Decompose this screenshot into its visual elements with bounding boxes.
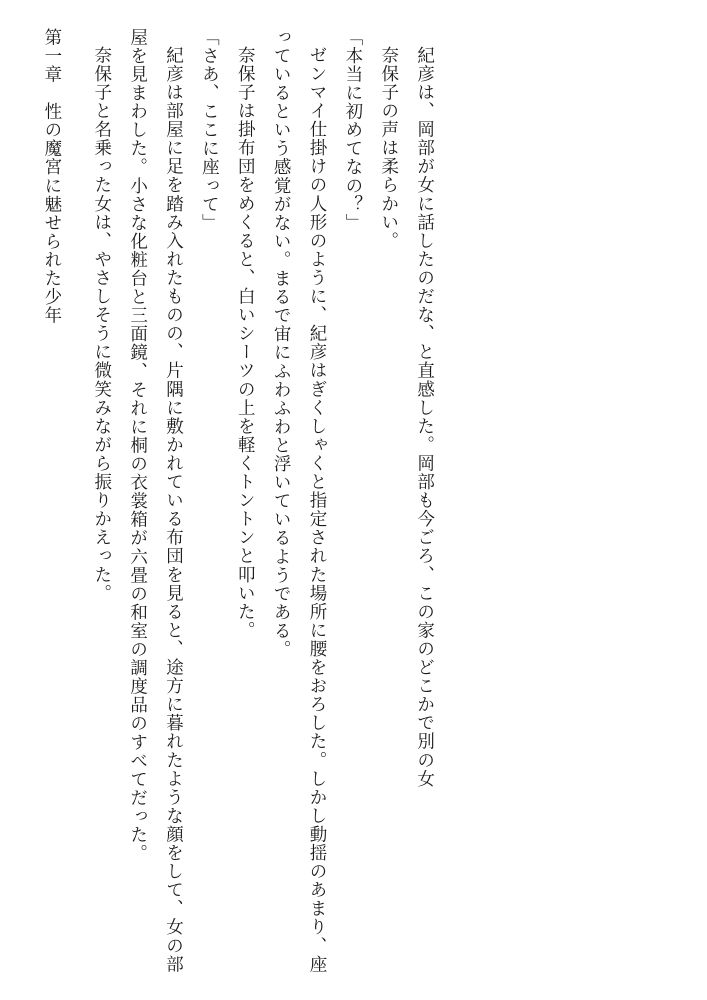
paragraph: 奈保子は掛布団をめくると、白いシーツの上を軽くトントンと叩いた。 — [236, 45, 257, 640]
paragraph: ゼンマイ仕掛けの人形のように、紀彦はぎくしゃくと指定された場所に腰をおろした。しかし動揺のあまり、座っているという感覚がない。まるで宙にふわふわと浮いているようである。 — [272, 28, 328, 973]
vertical-text-body — [34, 28, 673, 980]
paragraph: 紀彦は部屋に足を踏み入れたものの、片隅に敷かれている布団を見ると、途方に暮れたような顔をして、女の部屋を見まわした。小さな化粧台と三面鏡、それに桐の衣裳箱が六畳の和室の調度品のすべてだった。 — [128, 28, 185, 973]
paragraph: 「本当に初めてなの？」 — [343, 28, 364, 233]
chapter-title: 第一章 性の魔宮に魅せられた少年 — [42, 28, 63, 325]
paragraph: 紀彦は、岡部が女に話したのだな、と直感した。岡部も今ごろ、この家のどこかで別の女 — [415, 45, 436, 788]
column-gap — [70, 28, 84, 980]
paragraph: 奈保子の声は柔らかい。 — [379, 45, 400, 250]
paragraph: 「さあ、ここに座って」 — [200, 28, 221, 233]
paragraph: 奈保子と名乗った女は、やさしそうに微笑みながら振りかえった。 — [92, 45, 113, 602]
